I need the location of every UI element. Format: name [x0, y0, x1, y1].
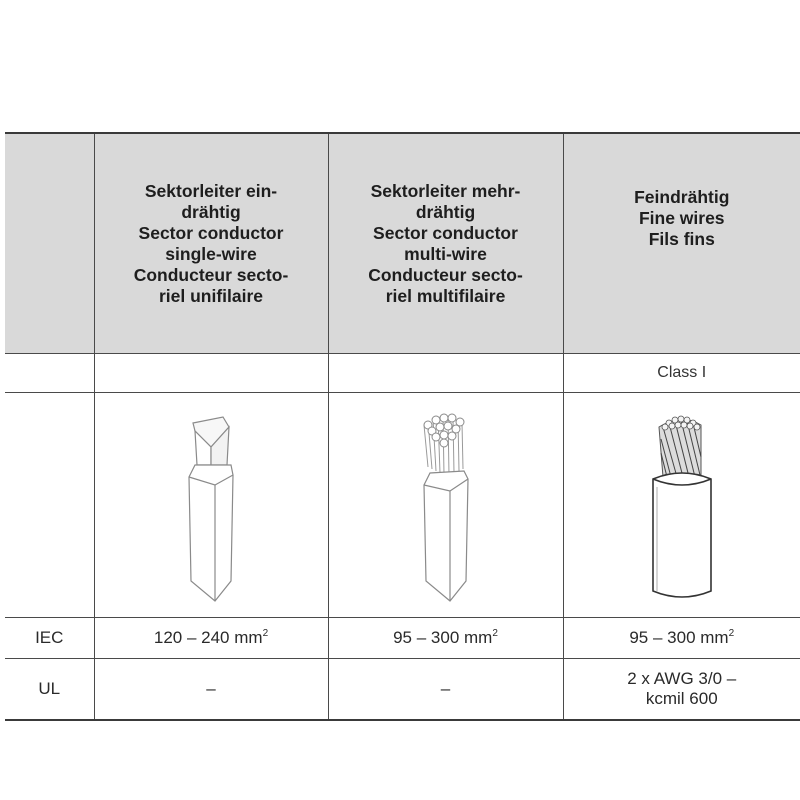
illustration-cell-col1 — [94, 393, 328, 618]
class-cell-col3: Class I — [563, 354, 800, 393]
illustration-row — [5, 393, 800, 618]
header-col1-line-1: Sektorleiter ein- — [144, 180, 278, 201]
sector-single-wire-conductor-icon — [171, 405, 251, 605]
header-col3-line-2: Fine wires — [638, 208, 725, 228]
header-col2-line-5: Conducteur secto- — [368, 264, 523, 285]
header-col2-line-3: Sector conductor — [373, 222, 518, 243]
header-col1-line-2: drähtig — [181, 201, 241, 222]
header-col1-line-6: riel unifilaire — [158, 285, 264, 306]
illustration-cell-col2 — [328, 393, 563, 618]
iec-cell-col1 — [94, 618, 328, 659]
iec-row-label: IEC — [5, 618, 94, 659]
header-col3-line-1: Feindrähtig — [634, 187, 730, 207]
class-cell-col1 — [94, 354, 328, 393]
iec-unit-sup-col2: 2 — [492, 628, 498, 639]
iec-unit-sup-col1: 2 — [262, 628, 269, 639]
ul-row — [5, 659, 800, 721]
ul-cell-col2: – — [328, 659, 563, 721]
class-cell-col2 — [328, 354, 563, 393]
iec-unit-sup-col3: 2 — [728, 628, 735, 639]
class-row — [5, 354, 800, 393]
header-col2-line-6: riel multifilaire — [385, 285, 506, 306]
illustration-row-label — [5, 393, 94, 618]
sector-multi-wire-conductor-icon — [406, 405, 486, 605]
header-cell-sector-single-wire — [94, 133, 328, 354]
header-col1-line-3: Sector conductor — [138, 222, 284, 243]
iec-cell-col2 — [328, 618, 563, 659]
conductor-types-table — [5, 132, 800, 721]
header-cell-fine-wires — [563, 133, 800, 354]
ul-cell-col1: – — [94, 659, 328, 721]
iec-value-col3: 95 – 300 mm — [629, 628, 729, 647]
header-col2-line-4: multi-wire — [404, 243, 487, 264]
header-col1-line-5: Conducteur secto- — [133, 264, 289, 285]
header-row — [5, 133, 800, 354]
fine-wire-conductor-icon — [637, 405, 727, 605]
iec-row — [5, 618, 800, 659]
illustration-cell-col3 — [563, 393, 800, 618]
header-corner-cell — [5, 133, 94, 354]
header-col1-line-4: single-wire — [165, 243, 257, 264]
iec-value-col1: 120 – 240 mm — [153, 628, 263, 647]
header-cell-sector-multi-wire — [328, 133, 563, 354]
header-col2-line-2: drähtig — [415, 201, 476, 222]
iec-value-col2: 95 – 300 mm — [393, 628, 493, 647]
ul-row-label: UL — [5, 659, 94, 721]
header-col3-line-3: Fils fins — [648, 229, 715, 249]
header-col2-line-1: Sektorleiter mehr- — [370, 180, 521, 201]
class-row-label — [5, 354, 94, 393]
ul-value-col3-line-1: 2 x AWG 3/0 – — [627, 669, 737, 688]
iec-cell-col3 — [563, 618, 800, 659]
ul-cell-col3 — [563, 659, 800, 721]
ul-value-col3-line-2: kcmil 600 — [645, 689, 718, 708]
